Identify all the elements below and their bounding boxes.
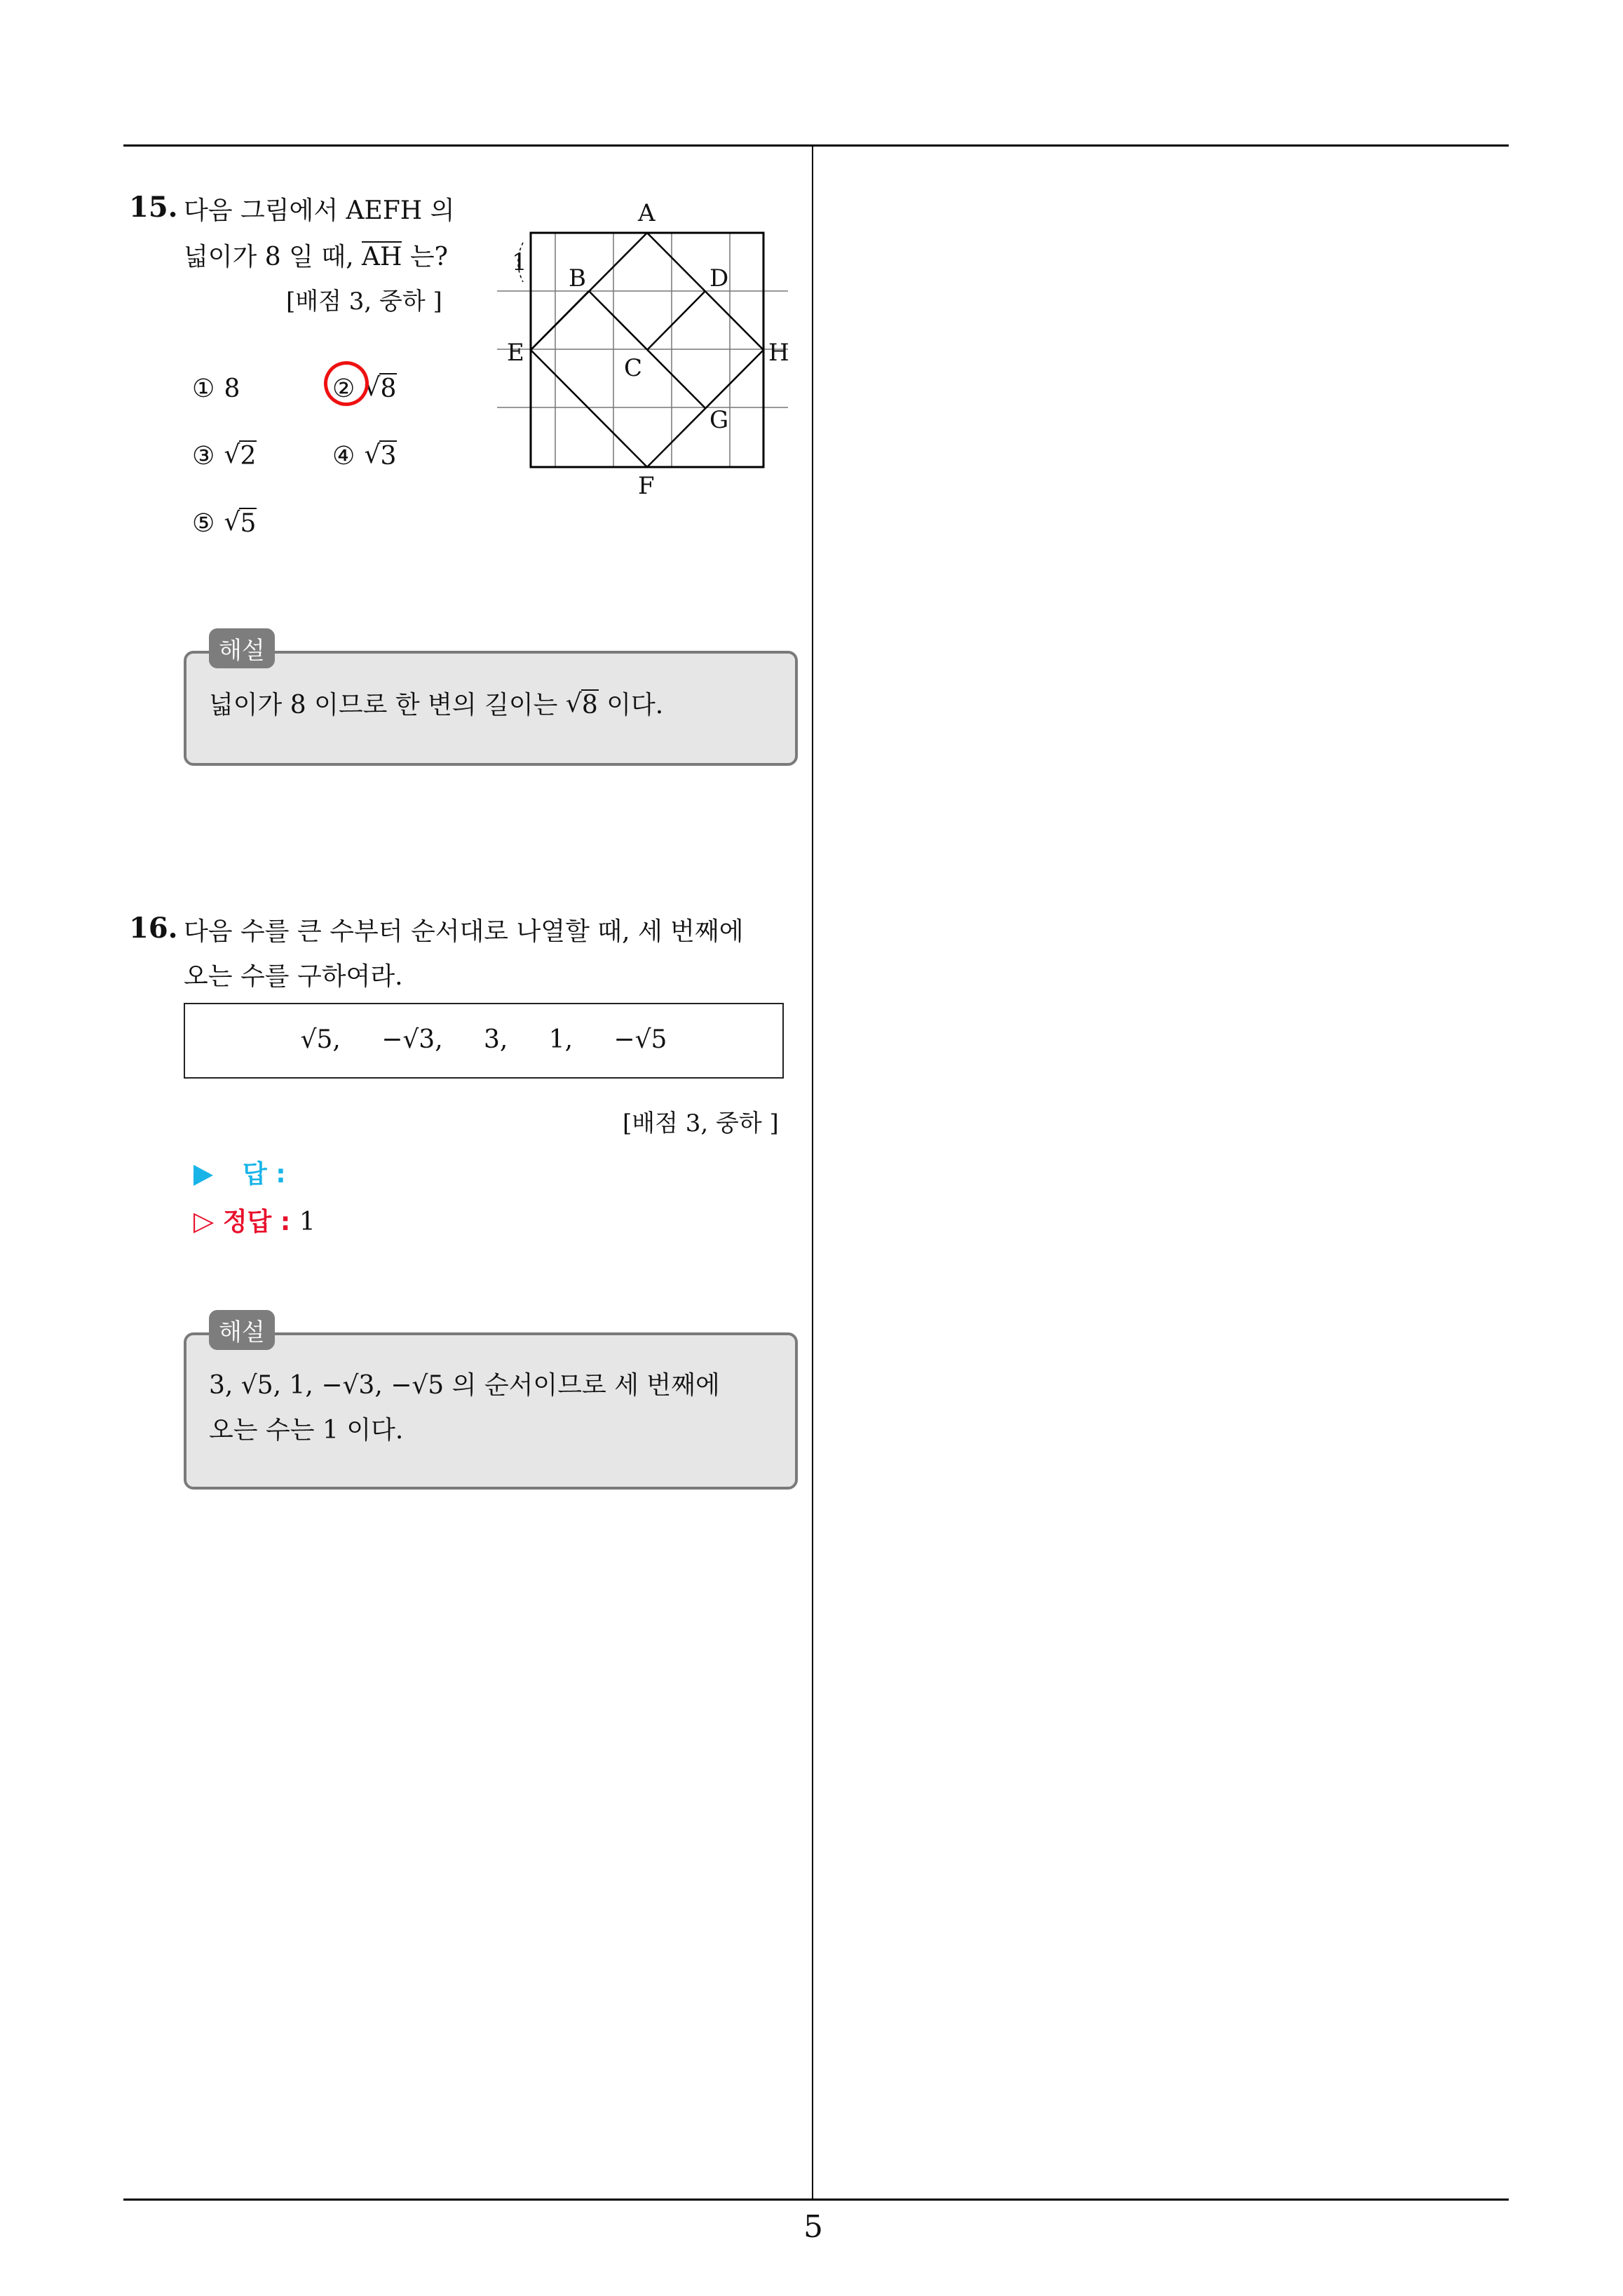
values-list: √5, −√3, 3, 1, −√5 [300, 1025, 667, 1054]
question-15-line1: 다음 그림에서 AEFH 의 [184, 196, 455, 225]
answer-label: 답 : [243, 1160, 286, 1189]
column-divider [812, 144, 813, 2201]
explanation-16-line2: 오는 수는 1 이다. [209, 1416, 404, 1445]
page-number: 5 [803, 2209, 823, 2245]
label-g: G [709, 406, 729, 434]
correct-value: 1 [299, 1208, 315, 1236]
label-b: B [569, 264, 586, 292]
explanation-16-line1: 3, √5, 1, −√3, −√5 의 순서이므로 세 번째에 [209, 1371, 720, 1400]
label-one: 1 [512, 248, 527, 276]
label-f: F [638, 472, 655, 498]
outline-play-icon: ▷ [193, 1206, 215, 1236]
choice-2[interactable]: ② √ 8 [332, 374, 397, 403]
bottom-rule [123, 2199, 1509, 2201]
question-16-line2: 오는 수를 구하여라. [184, 962, 403, 991]
explanation-16-tab: 해설 [209, 1310, 275, 1350]
correct-label: 정답 : [222, 1208, 291, 1236]
label-c: C [624, 354, 643, 382]
top-rule [123, 144, 1509, 147]
values-box [184, 1003, 784, 1079]
play-icon [193, 1165, 213, 1186]
segment-ah: AH [362, 243, 402, 271]
label-h: H [768, 339, 789, 367]
explanation-15-text: 넓이가 8 이므로 한 변의 길이는 √ 8 이다. [209, 683, 663, 728]
question-15-number: 15. [129, 191, 178, 224]
choice-1[interactable]: ① 8 [192, 374, 240, 403]
choice-4[interactable]: ④ √ 3 [332, 442, 397, 471]
label-e: E [507, 339, 524, 367]
correct-answer-row [193, 1202, 315, 1238]
choice-3[interactable]: ③ √ 2 [192, 442, 257, 471]
square-grid-figure [491, 189, 799, 498]
answer-row [193, 1154, 286, 1190]
question-15-points: [배점 3, 중하 ] [286, 288, 442, 316]
grid-lines [497, 233, 788, 467]
question-16-points: [배점 3, 중하 ] [623, 1109, 779, 1137]
question-16-number: 16. [129, 912, 178, 945]
choice-5[interactable]: ⑤ √ 5 [192, 509, 257, 538]
question-16-line1: 다음 수를 큰 수부터 순서대로 나열할 때, 세 번째에 [184, 917, 744, 946]
label-d: D [709, 264, 729, 292]
question-15-line2: 넓이가 8 일 때, AH 는? [184, 243, 448, 271]
label-a: A [638, 199, 656, 227]
explanation-15-tab: 해설 [209, 628, 275, 668]
